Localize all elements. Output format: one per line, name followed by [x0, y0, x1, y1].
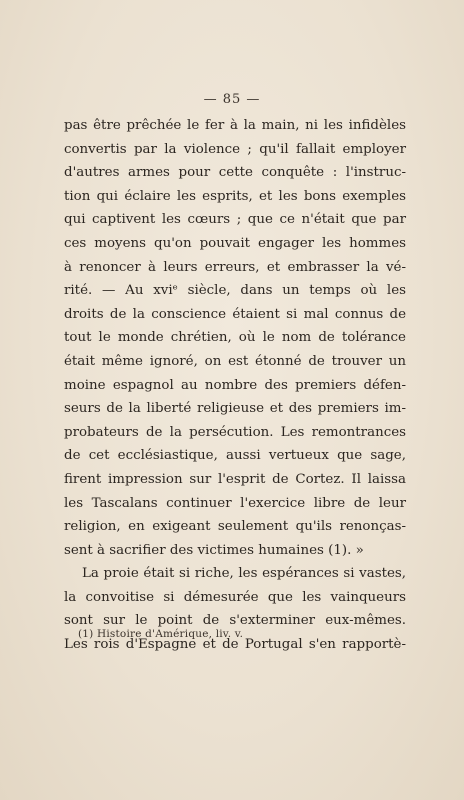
text-line: droits de la conscience étaient si mal connus de	[64, 306, 406, 322]
text-line: les Tascalans continuer l'exercice libre de leur	[64, 495, 406, 511]
text-line: était même ignoré, on est étonné de trouver un	[64, 353, 406, 369]
footnote: (1) Histoire d'Amérique, liv. v.	[78, 628, 244, 640]
text-line: La proie était si riche, les espérances si vastes,	[82, 566, 406, 582]
text-line: sent à sacrifier des victimes humaines (1). »	[64, 542, 364, 558]
text-line: probateurs de la persécution. Les remontrances	[64, 424, 406, 440]
body-text	[64, 114, 406, 657]
text-line: qui captivent les cœurs ; que ce n'était que par	[64, 212, 406, 228]
text-line: moine espagnol au nombre des premiers défen-	[64, 377, 406, 393]
text-line: firent impression sur l'esprit de Cortez. Il laissa	[64, 471, 406, 487]
text-line: seurs de la liberté religieuse et des premiers im-	[64, 401, 406, 417]
text-line: tout le monde chrétien, où le nom de tolérance	[64, 330, 406, 346]
text-line: ces moyens qu'on pouvait engager les hommes	[64, 235, 406, 251]
text-line: convertis par la violence ; qu'il fallait employer	[64, 141, 406, 157]
text-line: la convoitise si démesurée que les vainqueurs	[64, 589, 406, 605]
text-line: religion, en exigeant seulement qu'ils renonças-	[64, 519, 406, 535]
text-line: pas être prêchée le fer à la main, ni les infidèles	[64, 118, 406, 133]
text-line: à renoncer à leurs erreurs, et embrasser la vé-	[64, 259, 406, 275]
page-number: — 85 —	[203, 92, 261, 107]
text-line: rité. — Au xviᵉ siècle, dans un temps où les	[64, 283, 406, 299]
text-line: sont sur le point de s'exterminer eux-mêmes.	[64, 613, 406, 629]
text-line: Les rois d'Espagne et de Portugal s'en rapportè-	[64, 637, 406, 653]
text-line: tion qui éclaire les esprits, et les bons exemples	[64, 188, 406, 204]
text-line: de cet ecclésiastique, aussi vertueux que sage,	[64, 448, 406, 464]
text-line: d'autres armes pour cette conquête : l'instruc-	[64, 165, 406, 181]
